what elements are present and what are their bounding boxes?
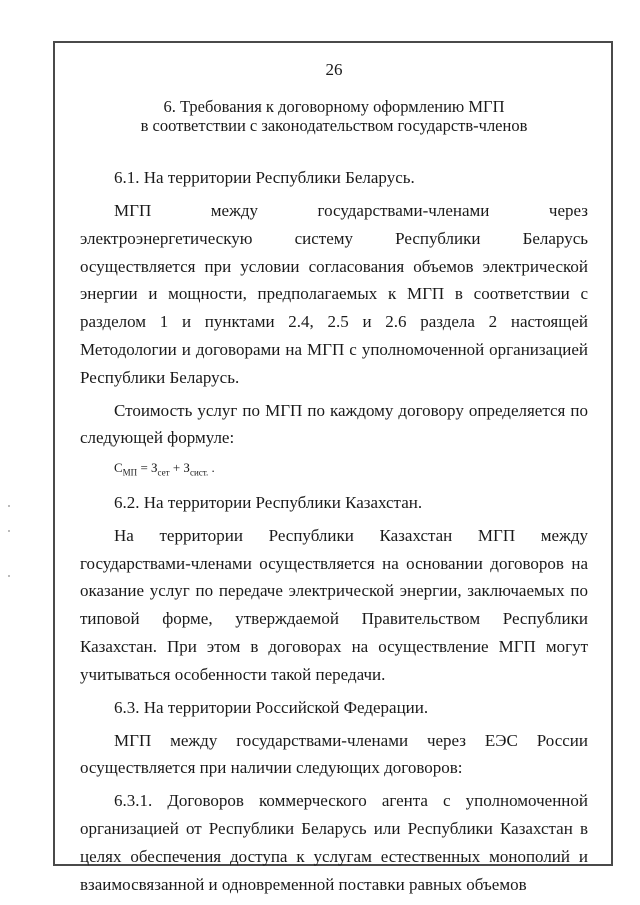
scan-speck: [8, 530, 10, 532]
paragraph-6-3-body: МГП между государствами-членами через ЕЭС России осуществляется при наличии следующих договоров:: [80, 730, 588, 778]
formula-plus: + З: [169, 460, 190, 476]
scan-speck: [8, 575, 10, 577]
page-number: 26: [325, 60, 343, 79]
scan-speck: [8, 505, 10, 507]
subsection-title-6-3: 6.3. На территории Российской Федерации.: [114, 697, 429, 717]
formula-c: С: [114, 460, 123, 476]
heading-line-2: в соответствии с законодательством государств-членов: [140, 116, 528, 135]
formula-c-sub: МП: [122, 467, 138, 478]
formula-eq: = З: [137, 460, 158, 476]
subsection-title-6-1: 6.1. На территории Республики Беларусь.: [114, 168, 415, 187]
paragraph-6-1-cost: Стоимость услуг по МГП по каждому договору определяется по следующей формуле:: [80, 400, 588, 448]
formula-z2-sub: сист.: [189, 467, 209, 478]
cost-formula: [114, 458, 588, 483]
paragraph-6-2-body: На территории Республики Казахстан МГП между государствами-членами осуществляется на основании договоров на оказание услуг по передаче электрической энергии, заключаемых по типовой форме, утверждаемой Правительством Республики Казахстан. При этом в договорах на осуществление МГП могут учитываться особенности такой передачи.: [80, 525, 588, 684]
section-heading: [80, 97, 588, 135]
paragraph-6-3-1: 6.3.1. Договоров коммерческого агента с уполномоченной организацией от Республики Беларусь или Республики Казахстан в целях обеспечения доступа к услугам естественных монополий и взаимосвязанной и одновременной поставки равных объемов: [80, 791, 588, 894]
formula-end: .: [208, 460, 215, 476]
heading-line-1: 6. Требования к договорному оформлению МГП: [163, 97, 505, 116]
formula-z1-sub: сет: [157, 467, 170, 478]
paragraph-6-1-body: МГП между государствами-членами через электроэнергетическую систему Республики Беларусь осуществляется при условии согласования объемов электрической энергии и мощности, предполагаемых к МГП в соответствии с разделом 1 и пунктами 2.4, 2.5 и 2.6 раздела 2 настоящей Методологии и договорами на МГП с уполномоченной организацией Республики Беларусь.: [80, 201, 588, 387]
subsection-title-6-2: 6.2. На территории Республики Казахстан.: [114, 492, 423, 512]
document-page: [80, 60, 588, 898]
